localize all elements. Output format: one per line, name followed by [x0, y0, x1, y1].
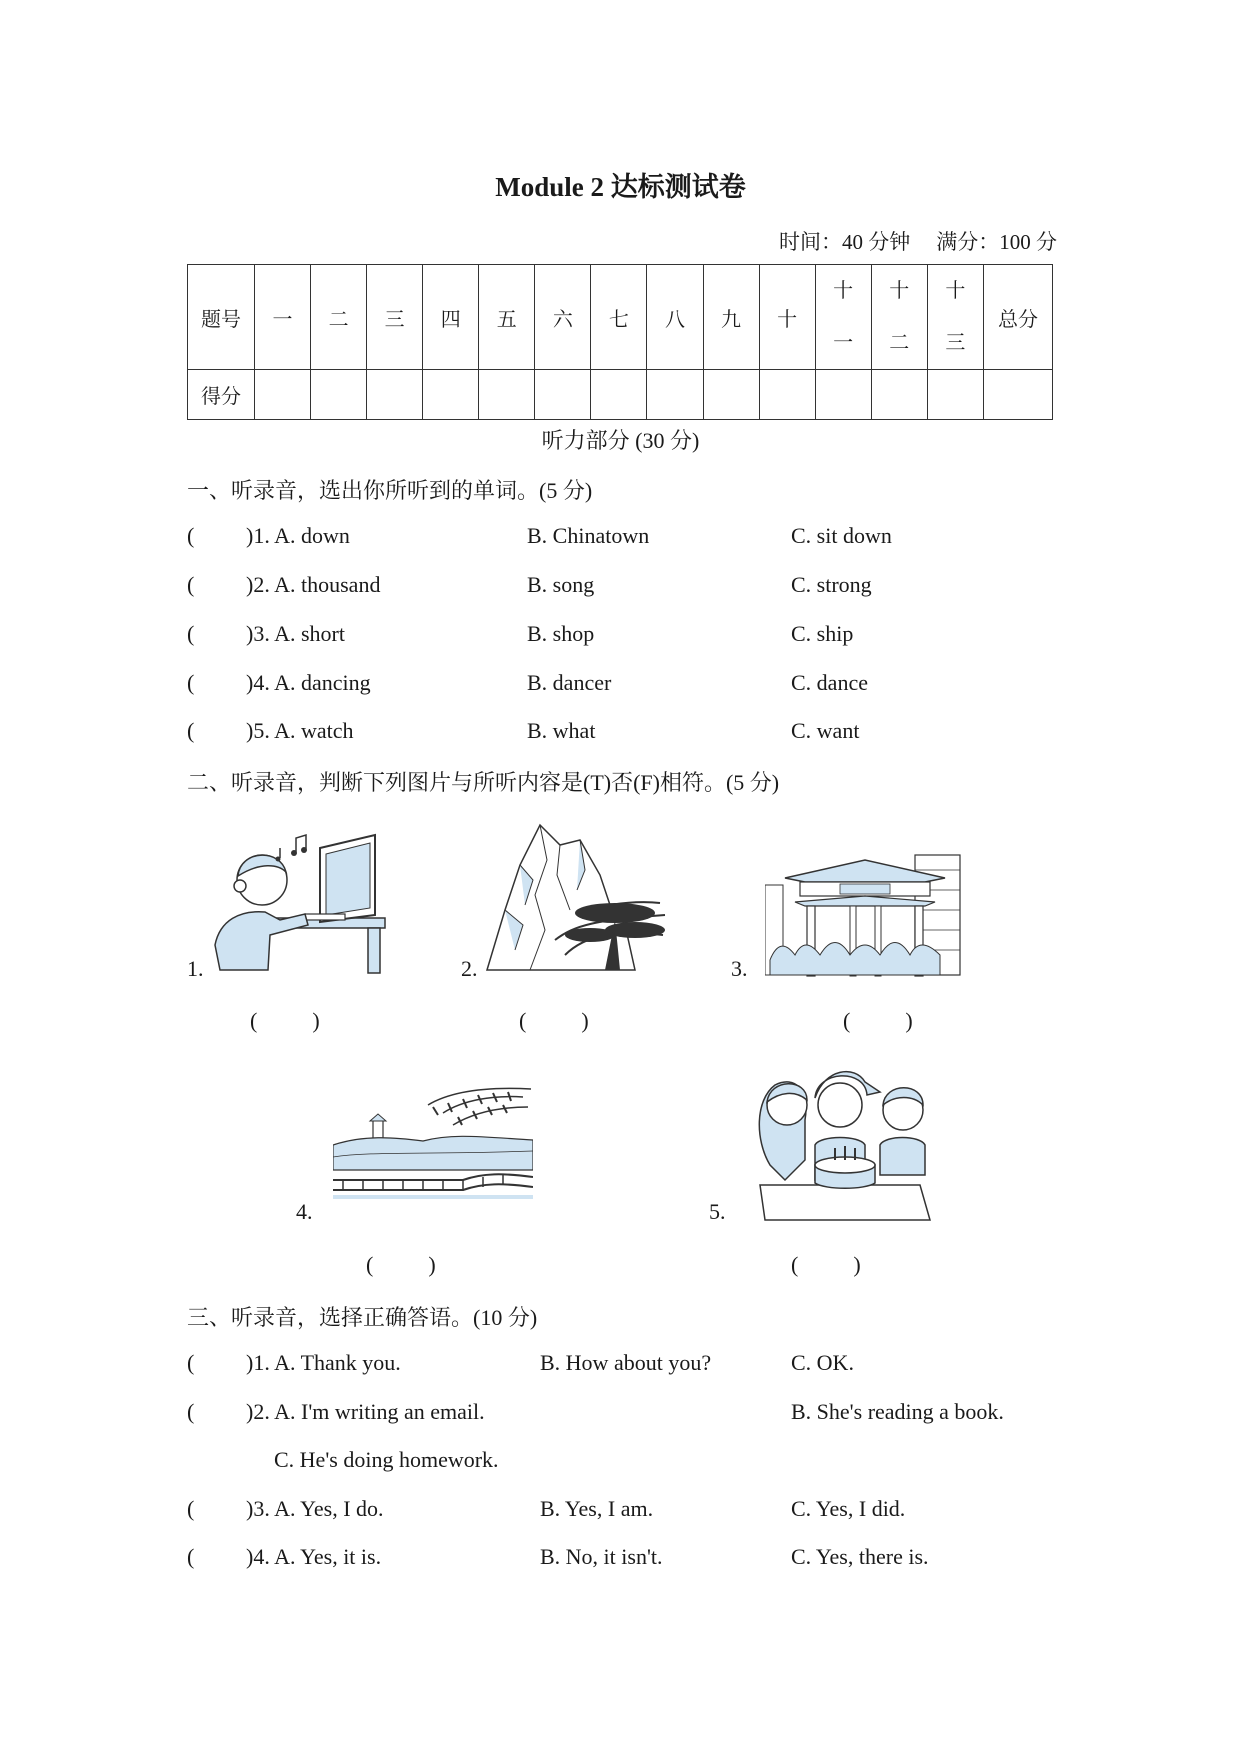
answer-paren-1[interactable]: ( )	[250, 1008, 320, 1033]
option-b: B. Yes, I am.	[540, 1496, 654, 1521]
option-a: )2. A. I'm writing an email.	[246, 1399, 485, 1424]
boy-at-computer-picture	[210, 830, 390, 980]
exam-meta	[779, 226, 1057, 256]
picture-label-5: 5.	[709, 1199, 726, 1224]
picture-label-2: 2.	[461, 956, 478, 981]
answer-paren-5[interactable]: ( )	[791, 1252, 861, 1277]
time-limit: 时间：40 分钟	[779, 230, 911, 254]
score-cell[interactable]	[423, 370, 479, 420]
col-11-top: 十	[833, 280, 854, 302]
score-cell[interactable]	[367, 370, 423, 420]
col-8: 八	[647, 265, 703, 370]
col-11	[815, 265, 871, 370]
col-13-bottom: 三	[945, 332, 966, 354]
option-a: )3. A. short	[246, 621, 345, 646]
option-a: )3. A. Yes, I do.	[246, 1496, 384, 1521]
score-cell[interactable]	[591, 370, 647, 420]
head-label: 题号	[188, 265, 255, 370]
option-c: C. dance	[791, 670, 868, 695]
picture-label-1: 1.	[187, 956, 204, 981]
answer-paren[interactable]: (	[187, 718, 195, 743]
col-12-bottom: 二	[889, 332, 910, 354]
answer-paren[interactable]: (	[187, 1399, 195, 1424]
score-cell[interactable]	[255, 370, 311, 420]
answer-paren-2[interactable]: ( )	[519, 1008, 589, 1033]
option-c: C. Yes, there is.	[791, 1544, 929, 1569]
option-b: B. No, it isn't.	[540, 1544, 663, 1569]
listening-section-title: 听力部分 (30 分)	[541, 428, 700, 453]
option-a: )4. A. Yes, it is.	[246, 1544, 382, 1569]
col-7: 七	[591, 265, 647, 370]
option-a: )1. A. Thank you.	[246, 1350, 401, 1375]
col-2: 二	[311, 265, 367, 370]
chinatown-gate-picture	[765, 850, 965, 980]
score-cell[interactable]	[815, 370, 871, 420]
col-3: 三	[367, 265, 423, 370]
score-cell[interactable]	[984, 370, 1053, 420]
answer-paren[interactable]: (	[187, 1350, 195, 1375]
picture-label-4: 4.	[296, 1199, 313, 1224]
option-b: B. Chinatown	[527, 523, 650, 548]
option-a: )1. A. down	[246, 523, 350, 548]
score-label: 得分	[188, 370, 255, 420]
col-4: 四	[423, 265, 479, 370]
option-a: )4. A. dancing	[246, 670, 371, 695]
option-b: B. dancer	[527, 670, 612, 695]
answer-paren[interactable]: (	[187, 1544, 195, 1569]
score-cell[interactable]	[871, 370, 927, 420]
score-table-score-row	[188, 370, 1053, 420]
answer-paren[interactable]: (	[187, 523, 195, 548]
option-c: C. OK.	[791, 1350, 854, 1375]
col-12	[871, 265, 927, 370]
col-1: 一	[255, 265, 311, 370]
col-13-top: 十	[945, 280, 966, 302]
full-score: 满分：100 分	[936, 230, 1057, 254]
col-10: 十	[759, 265, 815, 370]
option-b: B. shop	[527, 621, 595, 646]
col-6: 六	[535, 265, 591, 370]
part2-title: 二、听录音，判断下列图片与所听内容是(T)否(F)相符。(5 分)	[187, 770, 780, 795]
col-9: 九	[703, 265, 759, 370]
option-c: C. ship	[791, 621, 854, 646]
option-c: C. strong	[791, 572, 872, 597]
score-cell[interactable]	[703, 370, 759, 420]
part1-title: 一、听录音，选出你所听到的单词。(5 分)	[187, 478, 593, 503]
birthday-party-picture	[745, 1060, 940, 1225]
col-5: 五	[479, 265, 535, 370]
part3-title: 三、听录音，选择正确答语。(10 分)	[187, 1305, 538, 1330]
option-a: )2. A. thousand	[246, 572, 381, 597]
answer-paren-4[interactable]: ( )	[366, 1252, 436, 1277]
score-cell[interactable]	[647, 370, 703, 420]
score-cell[interactable]	[311, 370, 367, 420]
answer-paren[interactable]: (	[187, 621, 195, 646]
option-c: C. He's doing homework.	[274, 1447, 499, 1472]
option-b: B. She's reading a book.	[791, 1399, 1004, 1424]
lake-with-pagoda-picture	[333, 1085, 533, 1210]
col-13	[927, 265, 983, 370]
score-cell[interactable]	[535, 370, 591, 420]
option-c: C. Yes, I did.	[791, 1496, 906, 1521]
answer-paren[interactable]: (	[187, 670, 195, 695]
option-b: B. How about you?	[540, 1350, 712, 1375]
score-cell[interactable]	[759, 370, 815, 420]
answer-paren[interactable]: (	[187, 1496, 195, 1521]
score-cell[interactable]	[479, 370, 535, 420]
col-12-top: 十	[889, 280, 910, 302]
page-title: Module 2 达标测试卷	[495, 172, 746, 202]
col-11-bottom: 一	[833, 332, 854, 354]
score-table-head-row	[188, 265, 1053, 370]
total-label: 总分	[984, 265, 1053, 370]
score-cell[interactable]	[927, 370, 983, 420]
option-c: C. want	[791, 718, 860, 743]
option-a: )5. A. watch	[246, 718, 354, 743]
option-b: B. song	[527, 572, 595, 597]
score-table	[187, 264, 1053, 420]
answer-paren-3[interactable]: ( )	[843, 1008, 913, 1033]
option-b: B. what	[527, 718, 596, 743]
option-c: C. sit down	[791, 523, 892, 548]
mountain-with-pine-picture	[485, 815, 670, 975]
answer-paren[interactable]: (	[187, 572, 195, 597]
picture-label-3: 3.	[731, 956, 748, 981]
